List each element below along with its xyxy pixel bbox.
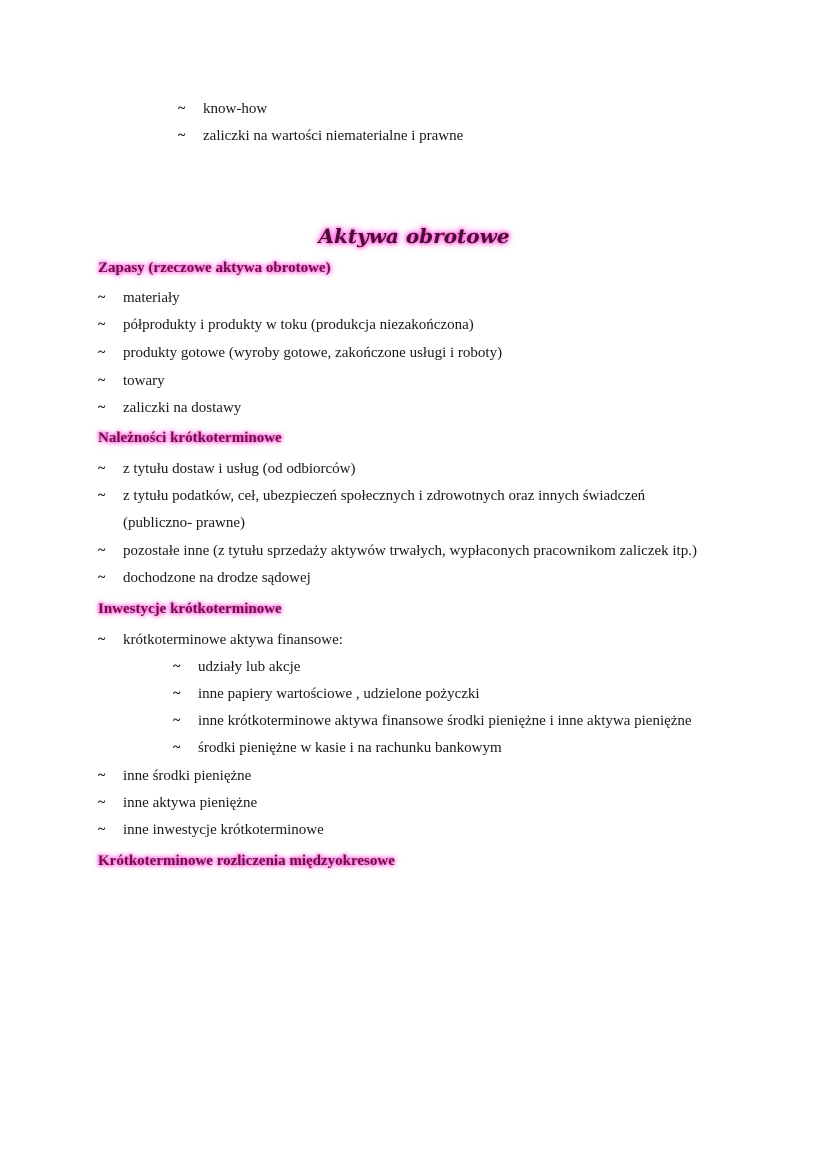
tilde-bullet-icon: ~ <box>98 373 106 388</box>
tilde-bullet-icon: ~ <box>98 768 106 783</box>
heading-naleznosci: Należności krótkoterminowe <box>98 430 282 446</box>
document-page: ~ know-how ~ zaliczki na wartości niematerialne i prawne Aktywa obrotowe Zapasy (rzeczowe aktywa obrotowe) ~ materiały ~ półprodukty i produkty w toku (produkcja niezakończona) ~ produkty gotowe (wyroby gotowe, zakończone usługi i roboty) ~ towary ~ zaliczki na dostawy Należności krótkoterminowe ~ z tytułu dostaw i usług (od odbiorców) ~ z tytułu podatków, ceł, ubezpieczeń społecznych i zdrowotnych oraz innych świadczeń (publiczno- prawne) ~ pozostałe inne (z tytułu sprzedaży aktywów trwałych, wypłaconych pracownikom zaliczek itp.) ~ dochodzone na drodze sądowej Inwestycje krótkoterminowe ~ krótkoterminowe aktywa finansowe: ~ udziały lub akcje ~ inne papiery wartościowe , udzielone pożyczki ~ inne krótkoterminowe aktywa finansowe środki pieniężne i inne aktywa pieniężne ~ środki pieniężne w kasie i na rachunku bankowym ~ inne środki pieniężne ~ inne aktywa pieniężne ~ inne inwestycje krótkoterminowe Krótkoterminowe rozliczenia międzyokresowe <box>0 0 828 1171</box>
tilde-bullet-icon: ~ <box>98 317 106 332</box>
tilde-bullet-icon: ~ <box>98 461 106 476</box>
section-title: Aktywa obrotowe <box>318 224 510 248</box>
tilde-bullet-icon: ~ <box>173 686 181 701</box>
tilde-bullet-icon: ~ <box>173 713 181 728</box>
tilde-bullet-icon: ~ <box>178 128 186 143</box>
tilde-bullet-icon: ~ <box>98 570 106 585</box>
tilde-bullet-icon: ~ <box>98 290 106 305</box>
tilde-bullet-icon: ~ <box>98 632 106 647</box>
tilde-bullet-icon: ~ <box>98 345 106 360</box>
heading-inwestycje: Inwestycje krótkoterminowe <box>98 601 282 617</box>
tilde-bullet-icon: ~ <box>173 740 181 755</box>
tilde-bullet-icon: ~ <box>98 488 106 503</box>
tilde-bullet-icon: ~ <box>98 795 106 810</box>
tilde-bullet-icon: ~ <box>178 101 186 116</box>
tilde-bullet-icon: ~ <box>98 822 106 837</box>
heading-zapasy: Zapasy (rzeczowe aktywa obrotowe) <box>98 260 331 276</box>
tilde-bullet-icon: ~ <box>173 659 181 674</box>
tilde-bullet-icon: ~ <box>98 543 106 558</box>
tilde-bullet-icon: ~ <box>98 400 106 415</box>
heading-rozliczenia: Krótkoterminowe rozliczenia międzyokresowe <box>98 853 395 869</box>
